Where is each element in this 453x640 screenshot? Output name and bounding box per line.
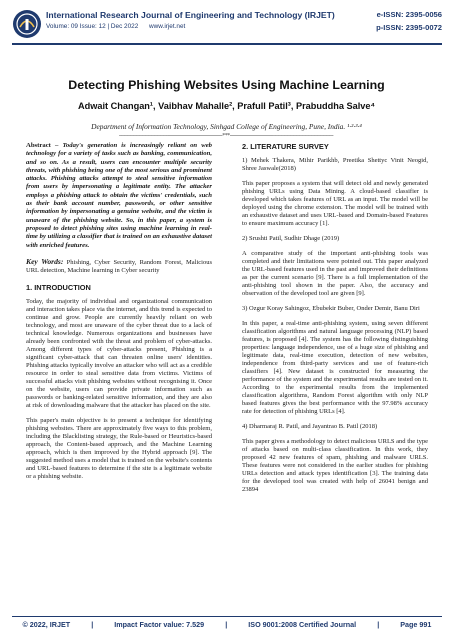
abstract-label: Abstract –: [26, 142, 59, 149]
e-issn: e-ISSN: 2395-0056: [376, 10, 442, 19]
header-rule: [12, 43, 442, 45]
journal-website: www.irjet.net: [149, 23, 186, 30]
introduction-heading: 1. INTRODUCTION: [26, 283, 91, 293]
reference-2-body: A comparative study of the important anti-phishing tools was completed and their limitations were pointed out. This paper analyzed the URL-based features used in the past and improved their definitions as per the current scenario [9]. There is a full implementation of the anti-phishing tool shown in the paper. Also, the accuracy and observation of the developed tool are given [9].: [242, 250, 428, 297]
reference-1-heading: 1) Mehek Thakera, Mihir Parikhb, Preetika Shettyc Vinit Neogid, Shree Jaswale(2018): [242, 157, 428, 172]
reference-1-body: This paper proposes a system that will detect old and newly generated phishing URLs using Data Mining. A cloud-based classifier is developed which takes features of URL as an input. The model will be deployed using the chrome extension. The model will be trained with an exhaustive dataset and uses URL-based and Domain-based Features to ensure maximum accuracy [1].: [242, 180, 428, 227]
volume-line: [46, 23, 194, 30]
footer-page-number: Page 991: [400, 620, 432, 629]
reference-4-body: This paper gives a methodology to detect malicious URLS and the type of attacks based on multi-class classification. In this work, they proposed 42 new features of spam, phishing and malware URLS. These features were not considered in the earlier studies for phishing URLs detection and attack types identification [3]. The training data for the developed tool was created with help of 26041 benign and 23894: [242, 438, 428, 493]
footer-impact-factor: Impact Factor value: 7.529: [114, 620, 205, 629]
footer-copyright: © 2022, IRJET: [22, 620, 71, 629]
footer-separator: |: [225, 620, 228, 629]
paper-title: Detecting Phishing Websites Using Machine Learning: [68, 78, 385, 92]
reference-4-heading: 4) Dharmaraj R. Patil, and Jayantrao B. Patil (2018): [242, 423, 378, 430]
right-column: [242, 142, 428, 501]
paper-affiliation: Department of Information Technology, Sinhgad College of Engineering, Pune, India. ¹·²·³·⁴: [91, 122, 362, 131]
keywords-text: Phishing, Cyber Security, Random Forest, Malicious URL detection, Machine learning in Cyber security: [26, 258, 212, 274]
reference-3-body: In this paper, a real-time anti-phishing system, using seven different classification algorithms and natural language processing (NLP) based features, is proposed [4]. The system has the following distinguishing properties: language independence, use of a huge size of phishing and legitimate data, real-time execution, detection of new websites, independence from third-party services and use of feature-rich classifiers [4]. New dataset is constructed for measuring the performance of the system and the experimental results are tested on it. According to the experimental results from the implemented classification algorithms, Random Forest algorithm with only NLP based features gives the best performance with the 97.98% accuracy rate for detection of phishing URLs [4].: [242, 320, 428, 415]
journal-header: [12, 9, 442, 45]
keywords: [26, 258, 212, 275]
footer-iso: ISO 9001:2008 Certified Journal: [248, 620, 357, 629]
introduction-paragraph-2: This paper's main objective is to present a technique for identifying phishing websites. There are approximately five ways to this problem, including the Blacklisting strategy, the Rule-based or Heuristics-based approach, the Content-based approach, and the Machine Learning approach, which is then improved by the Hybrid approach [9]. The suggested method uses a model that is trained on the website's contents and URL-based features to determine if the site is a legitimate website or a phishing website.: [26, 417, 212, 481]
abstract-text: Today's generation is increasingly reliant on web technology for a variety of tasks such as banking, communication, and so on. As a result, users can encounter multiple security threats, with phishing being one of the most serious and prominent attacks. Phishing attacks attempt to steal sensitive information from users by impersonating a legitimate entity. The attacker employs a phishing attack to obtain the victims' credentials, such as their bank account number, passwords, or other sensitive information by impersonating a genuine website, and the victim is unaware of the phishing website. So, in this paper, a system is proposed to detect phishing sites using machine learning in real-time by utilizing a classifier that is trained on an exhaustive dataset with enriched features.: [26, 142, 213, 249]
left-column: [26, 142, 212, 488]
p-issn: p-ISSN: 2395-0072: [376, 23, 442, 32]
keywords-label: Key Words:: [26, 256, 64, 266]
footer-rule: [12, 616, 442, 617]
abstract: [26, 142, 212, 250]
volume-issue: Volume: 09 Issue: 12 | Dec 2022: [46, 23, 139, 30]
journal-footer: [12, 620, 442, 629]
introduction-paragraph-1: Today, the majority of individual and organizational communication and interaction takes place via the internet, and this trend is expected to continue and grow. People are currently heavily reliant on web technology, and most are unaware of the cyber threat due to a lack of technical knowledge. Numerous organizations and businesses have already been confronted with the threat and problem of cyber-attacks. Among different types of cyber-attacks present, Phishing is a significant cyber-attack that can threaten online users' identities. Phishing attacks typically involve an attacker who will act as a credible resource in order to steal sensitive data from victims. Victims of successful attacks visit phishing websites without recognising it. Once on the website, users can provide private information such as passwords or banking-related sensitive information, and they are also at risk of downloading malware that the attacker has placed on the site.: [26, 298, 212, 410]
paper-authors: Adwait Changan¹, Vaibhav Mahalle², Prafull Patil³, Prabuddha Salve⁴: [77, 101, 376, 111]
reference-2-heading: 2) Srushti Patil, Sudhir Dhage (2019): [242, 235, 340, 242]
irjet-logo-icon: [12, 9, 42, 39]
footer-separator: |: [377, 620, 380, 629]
literature-heading: 2. LITERATURE SURVEY: [242, 142, 329, 151]
footer-separator: |: [91, 620, 94, 629]
reference-3-heading: 3) Ozgur Koray Sahingoz, Ebubekir Buber, Onder Demir, Banu Diri: [242, 305, 420, 312]
journal-name: International Research Journal of Engineering and Technology (IRJET): [46, 10, 335, 20]
section-divider: ---------------------------------------------------------------------***---------------------------------------------------------------------: [118, 133, 334, 139]
